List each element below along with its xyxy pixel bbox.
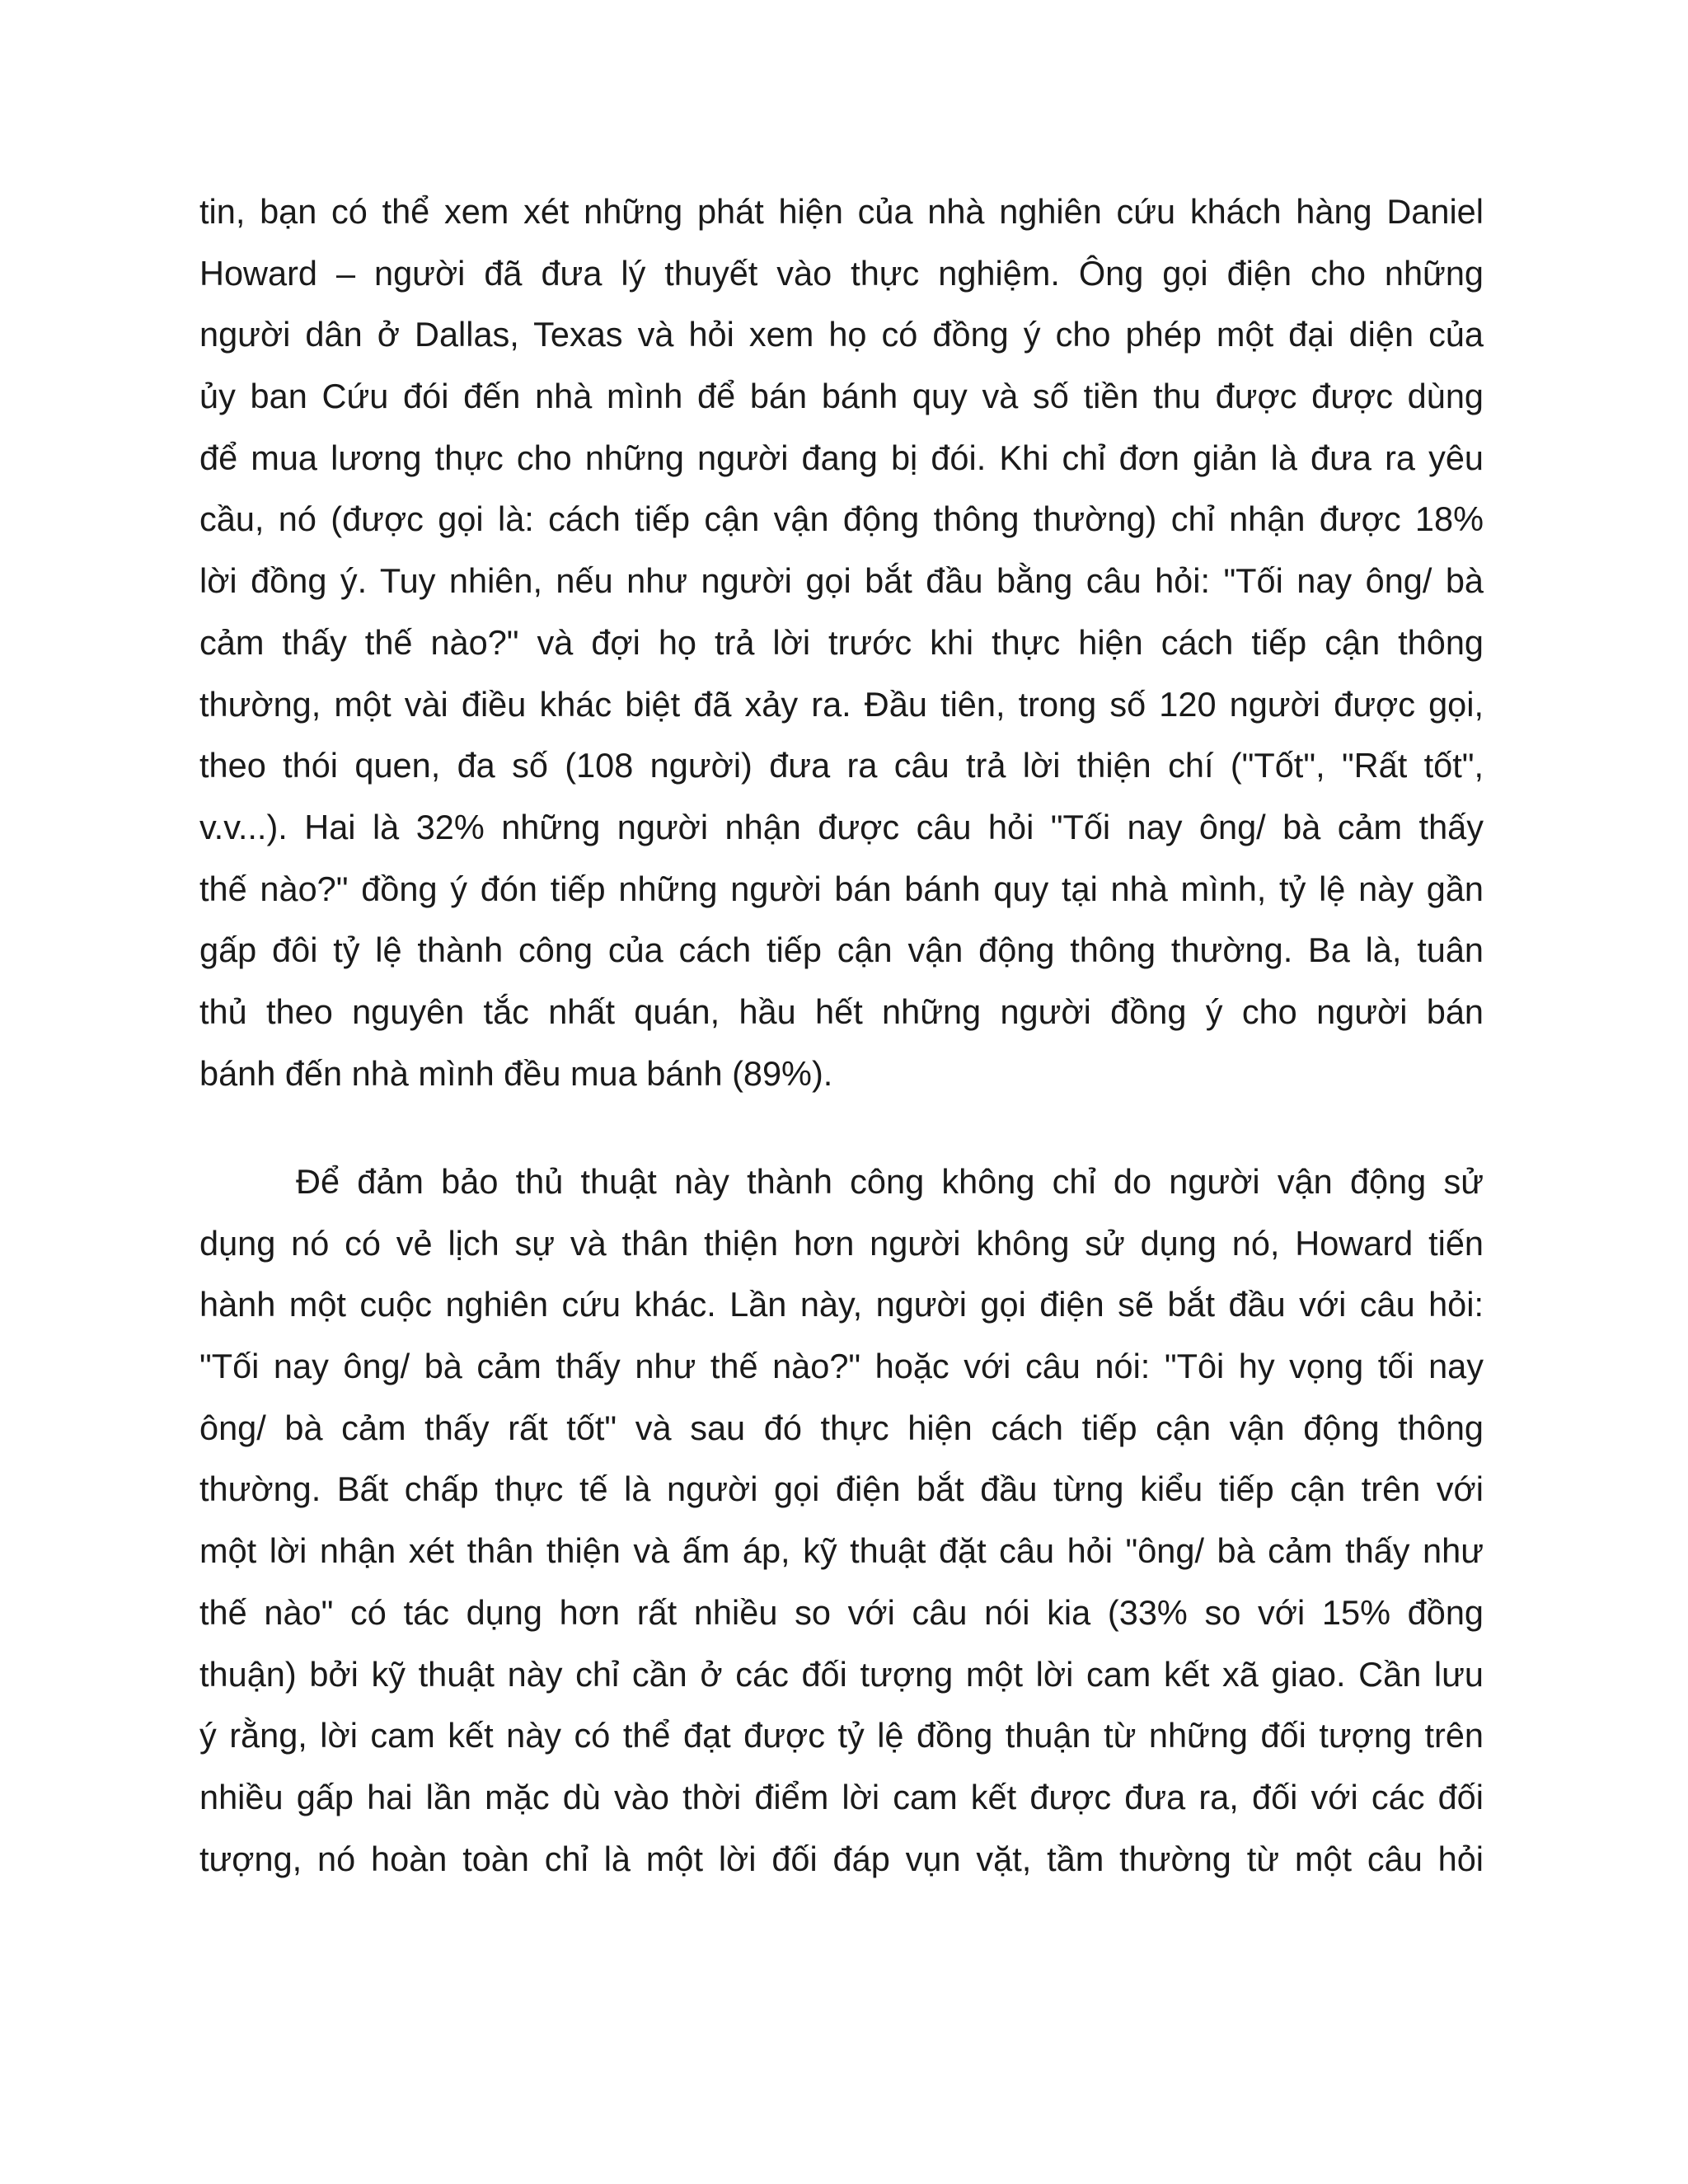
text-line: cảm thấy thế nào?" và đợi họ trả lời trước khi thực hiện cách tiếp cận thông: [199, 622, 1484, 662]
text-line: dụng nó có vẻ lịch sự và thân thiện hơn người không sử dụng nó, Howard tiến: [199, 1223, 1484, 1263]
text-line: thế nào" có tác dụng hơn rất nhiều so với câu nói kia (33% so với 15% đồng: [199, 1592, 1484, 1632]
text-line: thế nào?" đồng ý đón tiếp những người bán bánh quy tại nhà mình, tỷ lệ này gần: [199, 869, 1484, 908]
text-line: thường. Bất chấp thực tế là người gọi điện bắt đầu từng kiểu tiếp cận trên với: [199, 1469, 1484, 1509]
text-line: lời đồng ý. Tuy nhiên, nếu như người gọi bắt đầu bằng câu hỏi: "Tối nay ông/ bà: [199, 561, 1484, 601]
text-line: v.v...). Hai là 32% những người nhận được câu hỏi "Tối nay ông/ bà cảm thấy: [199, 807, 1484, 846]
text-line: ông/ bà cảm thấy rất tốt" và sau đó thực hiện cách tiếp cận vận động thông: [199, 1408, 1484, 1447]
text-line: người dân ở Dallas, Texas và hỏi xem họ có đồng ý cho phép một đại diện của: [199, 315, 1484, 354]
paragraph-2: [199, 1151, 1484, 1890]
text-line: thường, một vài điều khác biệt đã xảy ra. Đầu tiên, trong số 120 người được gọi,: [199, 684, 1484, 724]
text-line: Howard – người đã đưa lý thuyết vào thực nghiệm. Ông gọi điện cho những: [199, 253, 1484, 293]
text-line: thuận) bởi kỹ thuật này chỉ cần ở các đối tượng một lời cam kết xã giao. Cần lưu: [199, 1654, 1484, 1694]
text-line: ý rằng, lời cam kết này có thể đạt được tỷ lệ đồng thuận từ những đối tượng trên: [199, 1716, 1484, 1755]
text-line: bánh đến nhà mình đều mua bánh (89%).: [199, 1053, 833, 1093]
text-line: nhiều gấp hai lần mặc dù vào thời điểm lời cam kết được đưa ra, đối với các đối: [199, 1777, 1484, 1816]
text-line: "Tối nay ông/ bà cảm thấy như thế nào?" hoặc với câu nói: "Tôi hy vọng tối nay: [199, 1347, 1484, 1386]
text-line: tượng, nó hoàn toàn chỉ là một lời đối đáp vụn vặt, tầm thường từ một câu hỏi: [199, 1839, 1484, 1878]
text-line: ủy ban Cứu đói đến nhà mình để bán bánh quy và số tiền thu được được dùng: [199, 377, 1484, 416]
text-line: Để đảm bảo thủ thuật này thành công không chỉ do người vận động sử: [296, 1162, 1484, 1201]
text-line: gấp đôi tỷ lệ thành công của cách tiếp cận vận động thông thường. Ba là, tuân: [199, 930, 1484, 970]
text-line: tin, bạn có thể xem xét những phát hiện của nhà nghiên cứu khách hàng Daniel: [199, 192, 1484, 231]
text-line: hành một cuộc nghiên cứu khác. Lần này, người gọi điện sẽ bắt đầu với câu hỏi:: [199, 1285, 1484, 1324]
paragraph-1: [199, 181, 1484, 1104]
text-line: thủ theo nguyên tắc nhất quán, hầu hết những người đồng ý cho người bán: [199, 991, 1484, 1031]
text-line: một lời nhận xét thân thiện và ấm áp, kỹ thuật đặt câu hỏi "ông/ bà cảm thấy như: [199, 1531, 1484, 1571]
text-line: theo thói quen, đa số (108 người) đưa ra câu trả lời thiện chí ("Tốt", "Rất tốt",: [199, 746, 1484, 785]
text-line: cầu, nó (được gọi là: cách tiếp cận vận động thông thường) chỉ nhận được 18%: [199, 499, 1484, 539]
text-line: để mua lương thực cho những người đang bị đói. Khi chỉ đơn giản là đưa ra yêu: [199, 438, 1484, 477]
